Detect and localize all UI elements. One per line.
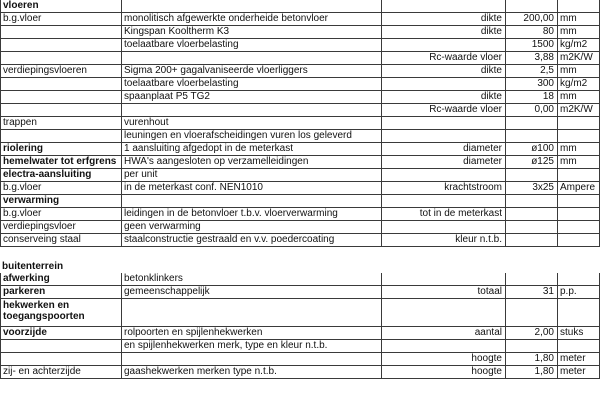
cell-value — [506, 169, 558, 182]
cell-unit — [558, 221, 600, 234]
cell-desc — [122, 260, 382, 273]
table-row — [0, 286, 600, 299]
cell-param: kleur n.t.b. — [382, 234, 506, 247]
cell-value — [506, 221, 558, 234]
cell-desc: geen verwarming — [122, 221, 382, 234]
table-row — [0, 299, 600, 327]
cell-param: hoogte — [382, 366, 506, 379]
cell-unit — [558, 247, 600, 260]
cell-desc: toelaatbare vloerbelasting — [122, 78, 382, 91]
cell-unit — [558, 0, 600, 13]
cell-param — [382, 247, 506, 260]
cell-param: aantal — [382, 327, 506, 340]
cell-unit: mm — [558, 65, 600, 78]
cell-value: 18 — [506, 91, 558, 104]
cell-label — [0, 78, 122, 91]
cell-label — [0, 104, 122, 117]
cell-value: 2,5 — [506, 65, 558, 78]
cell-desc: betonklinkers — [122, 273, 382, 286]
cell-value — [506, 0, 558, 13]
cell-value — [506, 195, 558, 208]
cell-label: afwerking — [0, 273, 122, 286]
cell-desc: spaanplaat P5 TG2 — [122, 91, 382, 104]
cell-unit: meter — [558, 366, 600, 379]
cell-param — [382, 195, 506, 208]
cell-label — [0, 130, 122, 143]
cell-unit: stuks — [558, 327, 600, 340]
cell-unit: Ampere — [558, 182, 600, 195]
cell-value: 1,80 — [506, 366, 558, 379]
cell-desc — [122, 353, 382, 366]
table-row — [0, 91, 600, 104]
table-row — [0, 26, 600, 39]
cell-label — [0, 52, 122, 65]
cell-param — [382, 78, 506, 91]
table-row — [0, 247, 600, 260]
cell-label — [0, 26, 122, 39]
cell-desc: Sigma 200+ gagalvaniseerde vloerliggers — [122, 65, 382, 78]
cell-desc: Kingspan Kooltherm K3 — [122, 26, 382, 39]
table-row — [0, 208, 600, 221]
cell-label — [0, 353, 122, 366]
cell-label: verwarming — [0, 195, 122, 208]
cell-desc: leidingen in de betonvloer t.b.v. vloerverwarming — [122, 208, 382, 221]
cell-param — [382, 117, 506, 130]
cell-desc — [122, 52, 382, 65]
cell-unit — [558, 340, 600, 353]
cell-param: krachtstroom — [382, 182, 506, 195]
cell-unit — [558, 130, 600, 143]
cell-label: vloeren — [0, 0, 122, 13]
cell-value — [506, 117, 558, 130]
table-row — [0, 353, 600, 366]
cell-param: dikte — [382, 26, 506, 39]
cell-param — [382, 299, 506, 327]
table-row — [0, 273, 600, 286]
cell-label: hemelwater tot erfgrens — [0, 156, 122, 169]
table-row — [0, 260, 600, 273]
cell-param: dikte — [382, 65, 506, 78]
table-row — [0, 156, 600, 169]
cell-value: 200,00 — [506, 13, 558, 26]
table-row — [0, 340, 600, 353]
cell-label: voorzijde — [0, 327, 122, 340]
cell-label: b.g.vloer — [0, 13, 122, 26]
cell-value: 80 — [506, 26, 558, 39]
cell-label: riolering — [0, 143, 122, 156]
table-row — [0, 221, 600, 234]
cell-param: hoogte — [382, 353, 506, 366]
cell-value — [506, 260, 558, 273]
cell-label — [0, 247, 122, 260]
cell-label — [0, 340, 122, 353]
cell-unit — [558, 273, 600, 286]
cell-value: ø100 — [506, 143, 558, 156]
table-row — [0, 234, 600, 247]
cell-value — [506, 273, 558, 286]
table-row — [0, 366, 600, 379]
cell-desc: HWA's aangesloten op verzamelleidingen — [122, 156, 382, 169]
cell-unit — [558, 117, 600, 130]
cell-desc: staalconstructie gestraald en v.v. poedercoating — [122, 234, 382, 247]
cell-label: trappen — [0, 117, 122, 130]
cell-value: 1500 — [506, 39, 558, 52]
cell-param: Rc-waarde vloer — [382, 52, 506, 65]
cell-param — [382, 169, 506, 182]
cell-unit: mm — [558, 143, 600, 156]
cell-param: tot in de meterkast — [382, 208, 506, 221]
cell-desc: en spijlenhekwerken merk, type en kleur n.t.b. — [122, 340, 382, 353]
cell-desc: rolpoorten en spijlenhekwerken — [122, 327, 382, 340]
cell-desc: leuningen en vloerafscheidingen vuren los geleverd — [122, 130, 382, 143]
cell-desc — [122, 0, 382, 13]
cell-desc: toelaatbare vloerbelasting — [122, 39, 382, 52]
cell-param: diameter — [382, 143, 506, 156]
cell-unit — [558, 208, 600, 221]
cell-label — [0, 91, 122, 104]
cell-label — [0, 39, 122, 52]
cell-label: hekwerken en toegangspoorten — [0, 299, 122, 327]
cell-value: 300 — [506, 78, 558, 91]
table-row — [0, 195, 600, 208]
cell-param — [382, 273, 506, 286]
cell-value — [506, 234, 558, 247]
cell-value: 3,88 — [506, 52, 558, 65]
cell-param — [382, 130, 506, 143]
cell-unit: mm — [558, 13, 600, 26]
cell-unit: m2K/W — [558, 52, 600, 65]
table-row — [0, 169, 600, 182]
table-row — [0, 65, 600, 78]
cell-label: buitenterrein — [2, 260, 64, 272]
cell-label: verdiepingsvloeren — [0, 65, 122, 78]
cell-desc: in de meterkast conf. NEN1010 — [122, 182, 382, 195]
cell-desc — [122, 104, 382, 117]
cell-desc: 1 aansluiting afgedopt in de meterkast — [122, 143, 382, 156]
cell-param — [382, 0, 506, 13]
cell-value — [506, 208, 558, 221]
cell-unit: meter — [558, 353, 600, 366]
table-row — [0, 130, 600, 143]
cell-value: 31 — [506, 286, 558, 299]
cell-param — [382, 221, 506, 234]
cell-desc: per unit — [122, 169, 382, 182]
cell-value: 0,00 — [506, 104, 558, 117]
cell-unit: mm — [558, 26, 600, 39]
cell-unit — [558, 169, 600, 182]
table-row — [0, 182, 600, 195]
cell-unit: mm — [558, 91, 600, 104]
cell-unit — [558, 234, 600, 247]
table-row — [0, 0, 600, 13]
cell-unit — [558, 195, 600, 208]
table-row — [0, 52, 600, 65]
cell-label: parkeren — [0, 286, 122, 299]
cell-param — [382, 39, 506, 52]
cell-param — [382, 260, 506, 273]
cell-param: dikte — [382, 91, 506, 104]
table-row — [0, 327, 600, 340]
cell-unit: mm — [558, 156, 600, 169]
cell-label: verdiepingsvloer — [0, 221, 122, 234]
cell-label: electra-aansluiting — [0, 169, 122, 182]
table-row — [0, 39, 600, 52]
cell-unit: kg/m2 — [558, 78, 600, 91]
cell-desc: gaashekwerken merken type n.t.b. — [122, 366, 382, 379]
cell-value — [506, 130, 558, 143]
cell-param: dikte — [382, 13, 506, 26]
cell-value — [506, 247, 558, 260]
cell-param: diameter — [382, 156, 506, 169]
cell-unit — [558, 260, 600, 273]
cell-label: conserveing staal — [0, 234, 122, 247]
table-row — [0, 104, 600, 117]
cell-unit: p.p. — [558, 286, 600, 299]
table-row — [0, 117, 600, 130]
cell-value: ø125 — [506, 156, 558, 169]
cell-value: 2,00 — [506, 327, 558, 340]
cell-desc — [122, 195, 382, 208]
cell-desc: vurenhout — [122, 117, 382, 130]
cell-value — [506, 299, 558, 327]
cell-param: Rc-waarde vloer — [382, 104, 506, 117]
cell-param: totaal — [382, 286, 506, 299]
cell-desc: monolitisch afgewerkte onderheide betonvloer — [122, 13, 382, 26]
cell-value — [506, 340, 558, 353]
table-row — [0, 78, 600, 91]
cell-desc — [122, 299, 382, 327]
cell-label: b.g.vloer — [0, 182, 122, 195]
cell-unit: kg/m2 — [558, 39, 600, 52]
cell-label: zij- en achterzijde — [0, 366, 122, 379]
cell-desc — [122, 247, 382, 260]
cell-unit: m2K/W — [558, 104, 600, 117]
cell-param — [382, 340, 506, 353]
cell-label: b.g.vloer — [0, 208, 122, 221]
cell-value: 1,80 — [506, 353, 558, 366]
table-row — [0, 143, 600, 156]
cell-unit — [558, 299, 600, 327]
cell-value: 3x25 — [506, 182, 558, 195]
table-row — [0, 13, 600, 26]
cell-desc: gemeenschappelijk — [122, 286, 382, 299]
